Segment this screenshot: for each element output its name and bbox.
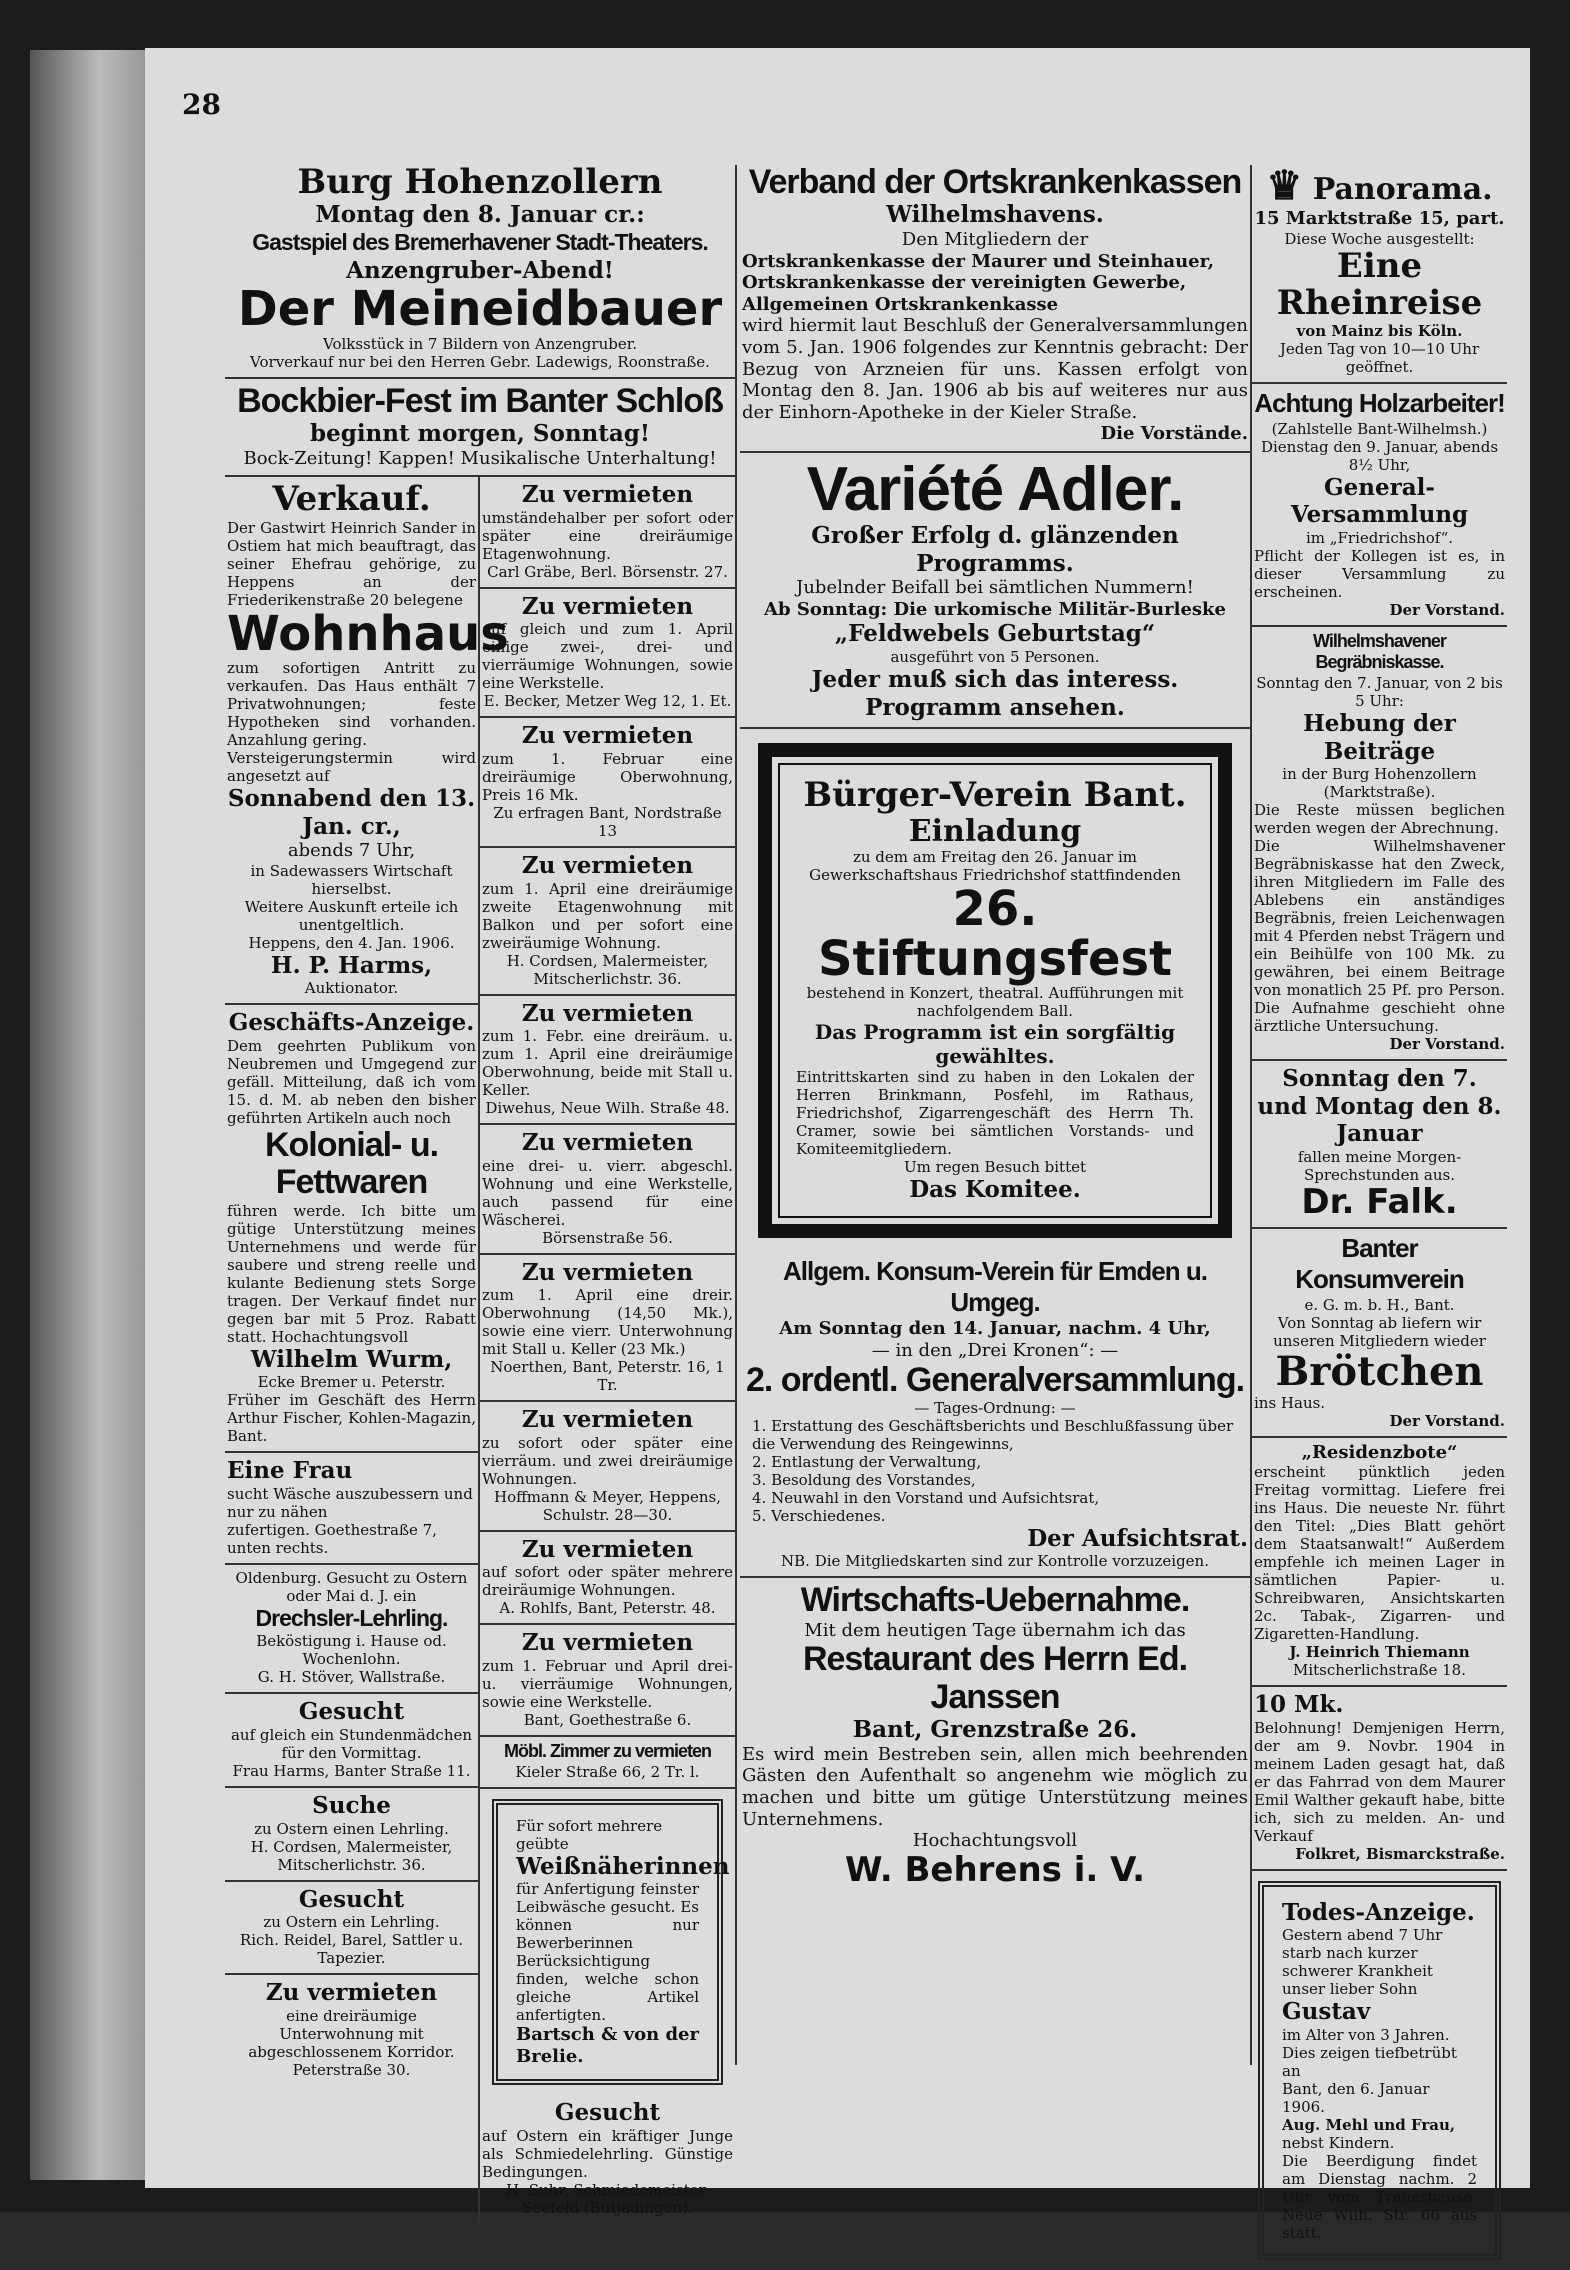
ad-text: zum 1. Februar und April drei- u. vierräumige Wohnungen, sowie eine Werkstelle. [482, 1657, 733, 1712]
ad-headline: Gustav [1282, 1998, 1371, 2026]
ad-text: auf sofort oder später mehrere dreiräumige Wohnungen. [482, 1563, 733, 1600]
ad-text: bestehend in Konzert, theatral. Aufführungen mit nachfolgendem Ball. [806, 984, 1184, 1021]
ad-signature: H. Suhr, Schmiedemeister. [506, 2181, 709, 2200]
ad-gesucht-lehrling [225, 1882, 478, 1976]
ad-text: Hochachtungsvoll [912, 1830, 1078, 1852]
ad-text: Die Beerdigung findet am Dienstag nachm. 2 Uhr vom Trauerhause, Neue Wilh. Str. 66 aus statt. [1282, 2152, 1477, 2243]
agenda-item: 2. Entlastung der Verwaltung, [752, 1452, 982, 1471]
ad-text: „Feldwebels Geburtstag“ [834, 620, 1156, 648]
ad-text: zu dem am Freitag den 26. Januar im Gewerkschaftshaus Friedrichshof stattfindenden [809, 847, 1181, 884]
ad-title: Zu vermieten [521, 1406, 694, 1434]
ad-headline: 10 Mk. [1254, 1691, 1344, 1719]
ad-text: zum sofortigen Antritt zu verkaufen. Das Haus enthält 7 Privatwohnungen; feste Hypotheken sind vorhanden. Anzahlung gering. [227, 658, 476, 749]
ad-todes-anzeige [1258, 1881, 1501, 2260]
ad-text: Ortskrankenkasse der Maurer und Steinhauer, Ortskrankenkasse der vereinigten Gewerbe, Allgemeinen Ortskrankenkasse [742, 250, 1215, 315]
ad-geschaefts-anzeige [225, 1005, 478, 1453]
ad-title: Verkauf. [272, 479, 431, 520]
ad-signature: Diwehus, Neue Wilh. Straße 48. [485, 1099, 730, 1118]
ad-text: eine drei- u. vierr. abgeschl. Wohnung und eine Werkstelle, auch passend für eine Wäscherei. [482, 1156, 733, 1229]
ad-zu-vermieten [480, 848, 735, 996]
ad-title: Gesucht [298, 1698, 405, 1726]
ad-title: Zu vermieten [521, 1535, 694, 1563]
ad-zu-vermieten [480, 477, 735, 589]
column-left [225, 160, 735, 2223]
ad-text: Um regen Besuch bittet [903, 1158, 1087, 1177]
ad-burg-hohenzollern [225, 160, 735, 379]
ad-text: in Sadewassers Wirtschaft hierselbst. [250, 861, 453, 898]
agenda-item: 1. Erstattung des Geschäftsberichts und Beschlußfassung über die Verwendung des Reingewinns, [752, 1416, 1234, 1453]
ad-text: Weitere Auskunft erteile ich unentgeltlich. [244, 897, 459, 934]
ad-text: Gastspiel des Bremerhavener Stadt-Theaters. [252, 228, 708, 255]
ad-residenzbote [1252, 1438, 1507, 1688]
page-number: 28 [182, 88, 221, 121]
ad-text: führen werde. Ich bitte um gütige Unterstützung meines Unternehmens und werde für saubere und streng reelle und kulante Bedienung stets Sorge tragen. Der Verkauf findet nur gegen bar mit 5 Proz. Rabatt statt. Hochachtungsvoll [227, 1201, 476, 1346]
ad-title: Burg Hohenzollern [297, 162, 663, 202]
ad-headline: Dr. Falk. [1301, 1181, 1458, 1222]
ad-text: ins Haus. [1254, 1393, 1326, 1412]
ad-text: ausgeführt von 5 Personen. [890, 647, 1100, 666]
ad-text: Bant, Grenzstraße 26. [852, 1716, 1138, 1744]
ad-text: Für sofort mehrere geübte [516, 1816, 663, 1853]
ad-text: e. G. m. b. H., Bant. [1304, 1295, 1455, 1314]
ad-signature: Noerthen, Bant, Peterstr. 16, 1 Tr. [490, 1358, 725, 1395]
ad-date: Sonntag den 7. Januar, von 2 bis 5 Uhr: [1256, 673, 1503, 710]
ad-text: Beköstigung i. Hause od. Wochenlohn. [256, 1632, 447, 1669]
ad-text: im Alter von 3 Jahren. Dies zeigen tiefbetrübt an [1282, 2026, 1457, 2081]
ad-text: abends 7 Uhr, [287, 840, 416, 862]
ad-headline: General-Versammlung [1290, 473, 1469, 529]
ad-signature: Aug. Mehl und Frau, [1282, 2116, 1456, 2135]
ad-signature: H. Cordsen, Malermeister, Mitscherlichstr. 36. [506, 951, 709, 988]
ad-text: eine dreiräumige Unterwohnung mit abgeschlossenem Korridor. [248, 2006, 455, 2061]
ad-zu-vermieten [480, 1532, 735, 1626]
ad-text: (Zahlstelle Bant-Wilhelmsh.) [1271, 419, 1488, 438]
ad-verkauf [225, 477, 509, 1005]
ad-text: Sonntag den 7. und Montag den 8. Januar [1257, 1065, 1502, 1148]
ad-signature: H. P. Harms, [270, 951, 433, 979]
ad-text: zum 1. April eine dreir. Oberwohnung (14,50 Mk.), sowie eine vierr. Unterwohnung mit Stall u. Keller (23 Mk.) [482, 1286, 733, 1359]
ad-text: Den Mitgliedern der [901, 228, 1089, 250]
ad-text: in der Burg Hohenzollern (Marktstraße). [1282, 765, 1477, 802]
ad-bockbier [225, 379, 735, 478]
ad-signature: G. H. Stöver, Wallstraße. [257, 1668, 446, 1687]
ad-text: auf Ostern ein kräftiger Junge als Schmiedelehrling. Günstige Bedingungen. [482, 2127, 733, 2182]
ad-text: Versteigerungstermin wird angesetzt auf [227, 748, 476, 785]
ad-panorama [1252, 160, 1507, 384]
ad-subtitle: Wilhelmshavens. [886, 201, 1104, 229]
ad-headline: Drechsler-Lehrling. [255, 1604, 448, 1631]
ad-gesucht-schmiede [480, 2095, 735, 2223]
ad-suche [225, 1788, 478, 1882]
ad-signature: Der Vorstand. [1389, 1411, 1505, 1430]
ad-headline: Der Meineidbauer [237, 281, 723, 338]
ad-text: Bant, den 6. Januar 1906. [1282, 2080, 1430, 2117]
ad-text: im „Friedrichshof“. [1305, 528, 1454, 547]
ad-verband [740, 160, 1250, 453]
ad-text: Ab Sonntag: Die urkomische Militär-Burleske [764, 598, 1226, 620]
ad-subtitle: Einladung [908, 813, 1082, 849]
ad-title: Wirtschafts-Uebernahme. [800, 1581, 1190, 1620]
ad-signature: Das Komitee. [909, 1176, 1081, 1204]
ad-text: zu sofort oder später eine vierräum. und zwei dreiräumige Wohnungen. [482, 1433, 733, 1488]
ad-signature: Peterstraße 30. [292, 2060, 411, 2079]
column-divider [735, 165, 737, 2065]
ad-text: wird hiermit laut Beschluß der Generalversammlungen vom 5. Jan. 1906 folgendes zur Kenntnis gebracht: Der Bezug von Arzneien für uns. Kassen erfolgt von Montag den 8. Jan. 1906 ab bis auf weiteres nur aus der Einhorn-Apotheke in der Kieler Straße. [742, 315, 1248, 423]
ad-variete-adler [740, 453, 1250, 729]
ad-signature: Der Vorstand. [1389, 1035, 1505, 1054]
ad-title: „Residenzbote“ [1301, 1441, 1458, 1463]
ad-text: — in den „Drei Kronen“: — [871, 1339, 1119, 1361]
ad-signature: Carl Gräbe, Berl. Börsenstr. 27. [487, 562, 728, 581]
ad-weissnaeherinnen [492, 1799, 730, 2086]
ad-text: Der Gastwirt Heinrich Sander in Ostiem hat mich beauftragt, das seiner Ehefrau gehörige, zu Heppens an der Friederikenstraße 20 belegene [227, 518, 476, 609]
ad-text: Früher im Geschäft des Herrn Arthur Fischer, Kohlen-Magazin, Bant. [227, 1391, 476, 1446]
ad-text: für Anfertigung feinster Leibwäsche gesucht. Es können nur Bewerberinnen Berücksichtigung finden, welche schon gleiche Artikel anfertigten. [516, 1880, 699, 2025]
ad-begraebniskasse [1252, 627, 1507, 1061]
ad-text: erscheint pünktlich jeden Freitag vormittag. Liefere frei ins Haus. Die neueste Nr. führt den Titel: „Dies Blatt gehört dem Staatsanwalt!“ Außerdem empfehle ich meinen Lager in sämtlichen Papier- u. Schreibwaren, Ansichtskarten 2c. Tabak-, Zigarren- und Zigaretten-Handlung. [1254, 1463, 1505, 1644]
ad-title: Variété Adler. [806, 454, 1184, 524]
ad-title: Zu vermieten [521, 722, 694, 750]
ad-dr-falk [1252, 1061, 1507, 1229]
ad-text: NB. Die Mitgliedskarten sind zur Kontrolle vorzuzeigen. [781, 1552, 1209, 1571]
ad-title: Möbl. Zimmer zu vermieten [503, 1741, 712, 1762]
ad-headline: Hebung der Beiträge [1303, 709, 1456, 765]
ad-signature: Zu erfragen Bant, Nordstraße 13 [493, 803, 722, 840]
ad-title: Banter Konsumverein [1295, 1233, 1464, 1295]
ad-text: Mit dem heutigen Tage übernahm ich das [804, 1619, 1186, 1641]
ad-date: Am Sonntag den 14. Januar, nachm. 4 Uhr, [779, 1318, 1211, 1340]
ad-belohnung [1252, 1687, 1507, 1871]
ad-text: umständehalber per sofort oder später eine dreiräumige Etagenwohnung. [482, 508, 733, 563]
ad-zu-vermieten [480, 1125, 735, 1255]
ad-signature: H. Cordsen, Malermeister, Mitscherlichstr. 36. [250, 1837, 453, 1874]
crown-icon: ♛ [1266, 162, 1303, 209]
ad-signature: Folkret, Bismarckstraße. [1295, 1844, 1505, 1863]
agenda-item: 5. Verschiedenes. [752, 1506, 886, 1525]
ad-text: Heppens, den 4. Jan. 1906. [248, 933, 455, 952]
ad-title: Gesucht [554, 2099, 661, 2127]
ad-drechsler [225, 1565, 478, 1695]
ad-signature: W. Behrens i. V. [844, 1849, 1146, 1890]
ad-text: Mitscherlichstraße 18. [1292, 1661, 1466, 1680]
ad-title: Gesucht [298, 1885, 405, 1913]
ad-text: Auktionator. [304, 979, 399, 998]
ad-headline: Eine Rheinreise [1276, 245, 1483, 323]
ad-text: zum 1. April eine dreiräumige zweite Etagenwohnung mit Balkon und per sofort eine zweiräumige Wohnung. [482, 879, 733, 952]
ad-banter-konsumverein [1252, 1229, 1507, 1437]
ad-zu-vermieten-peterstrasse [225, 1975, 478, 2085]
ad-signature: Börsenstraße 56. [542, 1228, 673, 1247]
ad-title: Zu vermieten [521, 592, 694, 620]
ad-signature: Der Aufsichtsrat. [1027, 1524, 1248, 1552]
ad-title: Wilhelmshavener Begräbniskasse. [1313, 630, 1446, 673]
ad-text: Eintrittskarten sind zu haben in den Lokalen der Herren Brinkmann, Posfehl, im Rathaus, Friedrichshof, Zigarrengeschäft des Herrn Th. Cramer, sowie bei sämtlichen Vorstands- und Komiteemitgliedern. [796, 1068, 1194, 1159]
ad-title: Zu vermieten [521, 481, 694, 509]
ad-text: — Tages-Ordnung: — [914, 1398, 1076, 1417]
ad-signature: Bant, Goethestraße 6. [523, 1711, 692, 1730]
book-binding [30, 50, 145, 2180]
ad-title: Zu vermieten [521, 999, 694, 1027]
ad-title: Zu vermieten [265, 1979, 438, 2007]
ad-date: Sonnabend den 13. Jan. cr., [227, 784, 476, 840]
ad-title: Zu vermieten [521, 1129, 694, 1157]
ad-text: sucht Wäsche auszubessern und nur zu nähen [227, 1484, 473, 1521]
ad-text: Gestern abend 7 Uhr starb nach kurzer schwerer Krankheit unser lieber Sohn [1282, 1926, 1443, 1999]
ad-zu-vermieten [480, 589, 735, 719]
column-middle [740, 160, 1250, 1895]
ad-signature: Bartsch & von der Brelie. [516, 2024, 699, 2067]
agenda-item: 4. Neuwahl in den Vorstand und Aufsichtsrat, [752, 1488, 1100, 1507]
ad-headline: Kolonial- u. Fettwaren [264, 1125, 439, 1202]
ad-headline: 2. ordentl. Generalversammlung. [745, 1360, 1245, 1399]
ad-zu-vermieten [480, 1402, 735, 1532]
ad-signature: Wilhelm Wurm, [250, 1345, 453, 1373]
ad-text: zum 1. Febr. eine dreiräum. u. zum 1. April eine dreiräumige Oberwohnung, beide mit Stall u. Keller. [482, 1027, 733, 1100]
ad-eine-frau [225, 1453, 478, 1565]
ad-title: Zu vermieten [521, 1258, 694, 1286]
ad-signature: A. Rohlfs, Bant, Peterstr. 48. [499, 1599, 716, 1618]
ad-text: nebst Kindern. [1282, 2134, 1395, 2153]
ad-signature: Die Vorstände. [1100, 423, 1248, 445]
ad-konsum-verein-emden [740, 1252, 1250, 1579]
ad-signature: E. Becker, Metzer Weg 12, 1. Et. [483, 692, 732, 711]
ad-title: Bockbier-Fest im Banter Schloß [237, 381, 723, 420]
ad-text: Volksstück in 7 Bildern von Anzengruber. [322, 334, 638, 353]
ad-title: Suche [312, 1792, 391, 1820]
ad-text: Bock-Zeitung! Kappen! Musikalische Unterhaltung! [243, 447, 717, 469]
ad-title: Bürger-Verein Bant. [803, 775, 1187, 816]
ad-text: Pflicht der Kollegen ist es, in dieser Versammlung zu erscheinen. [1254, 546, 1505, 601]
ad-signature: Frau Harms, Banter Straße 11. [232, 1762, 471, 1781]
ad-text: Diese Woche ausgestellt: [1284, 229, 1475, 248]
ad-text: Belohnung! Demjenigen Herrn, der am 9. Novbr. 1904 in meinem Laden gesagt hat, daß er das Fahrrad von dem Maurer Emil Walther gekauft habe, bitte ich, sich zu melden. An- und Verkauf [1254, 1718, 1505, 1845]
ad-title: Todes-Anzeige. [1282, 1898, 1475, 1926]
ad-text: 15 Marktstraße 15, part. [1254, 208, 1505, 229]
ad-text: auf gleich ein Stundenmädchen für den Vormittag. [230, 1726, 473, 1763]
ad-text: Vorverkauf nur bei den Herren Gebr. Ladewigs, Roonstraße. [250, 352, 710, 371]
ad-text: Dem geehrten Publikum von Neubremen und Umgegend zur gefäll. Mitteilung, daß ich vom 15. d. M. ab neben den bisher geführten Artikeln auch noch [227, 1036, 476, 1127]
ad-zu-vermieten [480, 1255, 735, 1403]
ad-buerger-verein [758, 743, 1232, 1238]
ad-title: Weißnäherinnen [516, 1852, 730, 1880]
ad-date: Dienstag den 9. Januar, abends 8½ Uhr, [1260, 437, 1499, 474]
ad-gesucht-stundenmaedchen [225, 1694, 478, 1788]
column-right [1252, 160, 1507, 2270]
ad-text: zu Ostern ein Lehrling. [263, 1913, 440, 1932]
ad-headline: 26. Stiftungsfest [817, 880, 1173, 987]
ad-signature: Der Vorstand. [1389, 600, 1505, 619]
ad-signature: Rich. Reidel, Barel, Sattler u. Tapezier. [239, 1931, 464, 1968]
ad-text: beginnt morgen, Sonntag! [310, 419, 650, 447]
ad-title: Eine Frau [227, 1457, 353, 1485]
ad-holzarbeiter [1252, 384, 1507, 626]
ad-title: Allgem. Konsum-Verein für Emden u. Umgeg. [783, 1255, 1207, 1318]
ad-signature: Hoffmann & Meyer, Heppens, Schulstr. 28—30. [494, 1487, 721, 1524]
ad-text: fallen meine Morgen-Sprechstunden aus. [1297, 1147, 1462, 1184]
ad-text: Die Wilhelmshavener Begräbniskasse hat den Zweck, ihren Mitgliedern im Falle des Ablebens ein anständiges Begräbnis, freien Leichenwagen mit 4 Pferden nebst Trägern und ein Beihülfe von 100 Mk. zu gewähren, bei einem Beitrage von monatlich 25 Pf. pro Person. Die Aufnahme geschieht ohne ärztliche Untersuchung. [1254, 837, 1505, 1036]
ad-text: Ecke Bremer u. Peterstr. [257, 1373, 446, 1392]
ad-title: Verband der Ortskrankenkassen [748, 163, 1242, 201]
ad-title: Panorama. [1312, 172, 1493, 207]
ad-zu-vermieten [480, 718, 735, 848]
ad-text: zu Ostern einen Lehrling. [254, 1819, 449, 1838]
ad-title: Zu vermieten [521, 851, 694, 879]
ad-text: zum 1. Februar eine dreiräumige Oberwohnung, Preis 16 Mk. [482, 749, 733, 804]
ad-headline: Brötchen [1275, 1347, 1484, 1395]
ad-zu-vermieten [480, 1625, 735, 1737]
ad-title: Geschäfts-Anzeige. [228, 1009, 475, 1037]
ad-text: Von Sonntag ab liefern wir unseren Mitgliedern wieder [1273, 1313, 1486, 1350]
ad-wirtschafts-uebernahme [740, 1578, 1250, 1895]
ad-title: Zu vermieten [521, 1629, 694, 1657]
ad-text: Jeder muß sich das interess. Programm ansehen. [811, 665, 1179, 721]
ad-text: Jubelnder Beifall bei sämtlichen Nummern! [796, 577, 1194, 599]
ad-headline: Wohnhaus [227, 605, 509, 662]
ad-text: zufertigen. Goethestraße 7, unten rechts. [227, 1520, 437, 1557]
ad-date: Montag den 8. Januar cr.: [315, 201, 645, 229]
ad-text: Jeden Tag von 10—10 Uhr geöffnet. [1279, 340, 1480, 377]
ad-text: Seefeld (Butjadingen). [522, 2199, 693, 2218]
ad-headline: Restaurant des Herrn Ed. Janssen [802, 1640, 1188, 1716]
ad-text: Anzengruber-Abend! [346, 256, 614, 284]
ad-text: Oldenburg. Gesucht zu Ostern oder Mai d. J. ein [235, 1568, 468, 1605]
ad-text: von Mainz bis Köln. [1296, 322, 1463, 341]
ad-text: Großer Erfolg d. glänzenden Programms. [811, 522, 1179, 577]
ad-text: Es wird mein Bestreben sein, allen mich beehrenden Gästen den Aufenthalt so angenehm wie möglich zu machen und bitte um gütige Unterstützung meines Unternehmens. [742, 1743, 1248, 1830]
ad-text: auf gleich und zum 1. April einige zwei-, drei- und vierräumige Wohnungen, sowie eine Werkstelle. [482, 620, 733, 693]
ad-text: Die Reste müssen beglichen werden wegen der Abrechnung. [1254, 801, 1505, 838]
ad-zu-vermieten [480, 996, 735, 1126]
ad-title: Achtung Holzarbeiter! [1254, 388, 1505, 419]
ad-signature: J. Heinrich Thiemann [1289, 1643, 1470, 1662]
ad-text: Das Programm ist ein sorgfältig gewähltes. [814, 1020, 1176, 1069]
ad-signature: Kieler Straße 66, 2 Tr. l. [515, 1762, 700, 1781]
ad-moebl-zimmer [480, 1737, 735, 1789]
agenda-item: 3. Besoldung des Vorstandes, [752, 1470, 976, 1489]
